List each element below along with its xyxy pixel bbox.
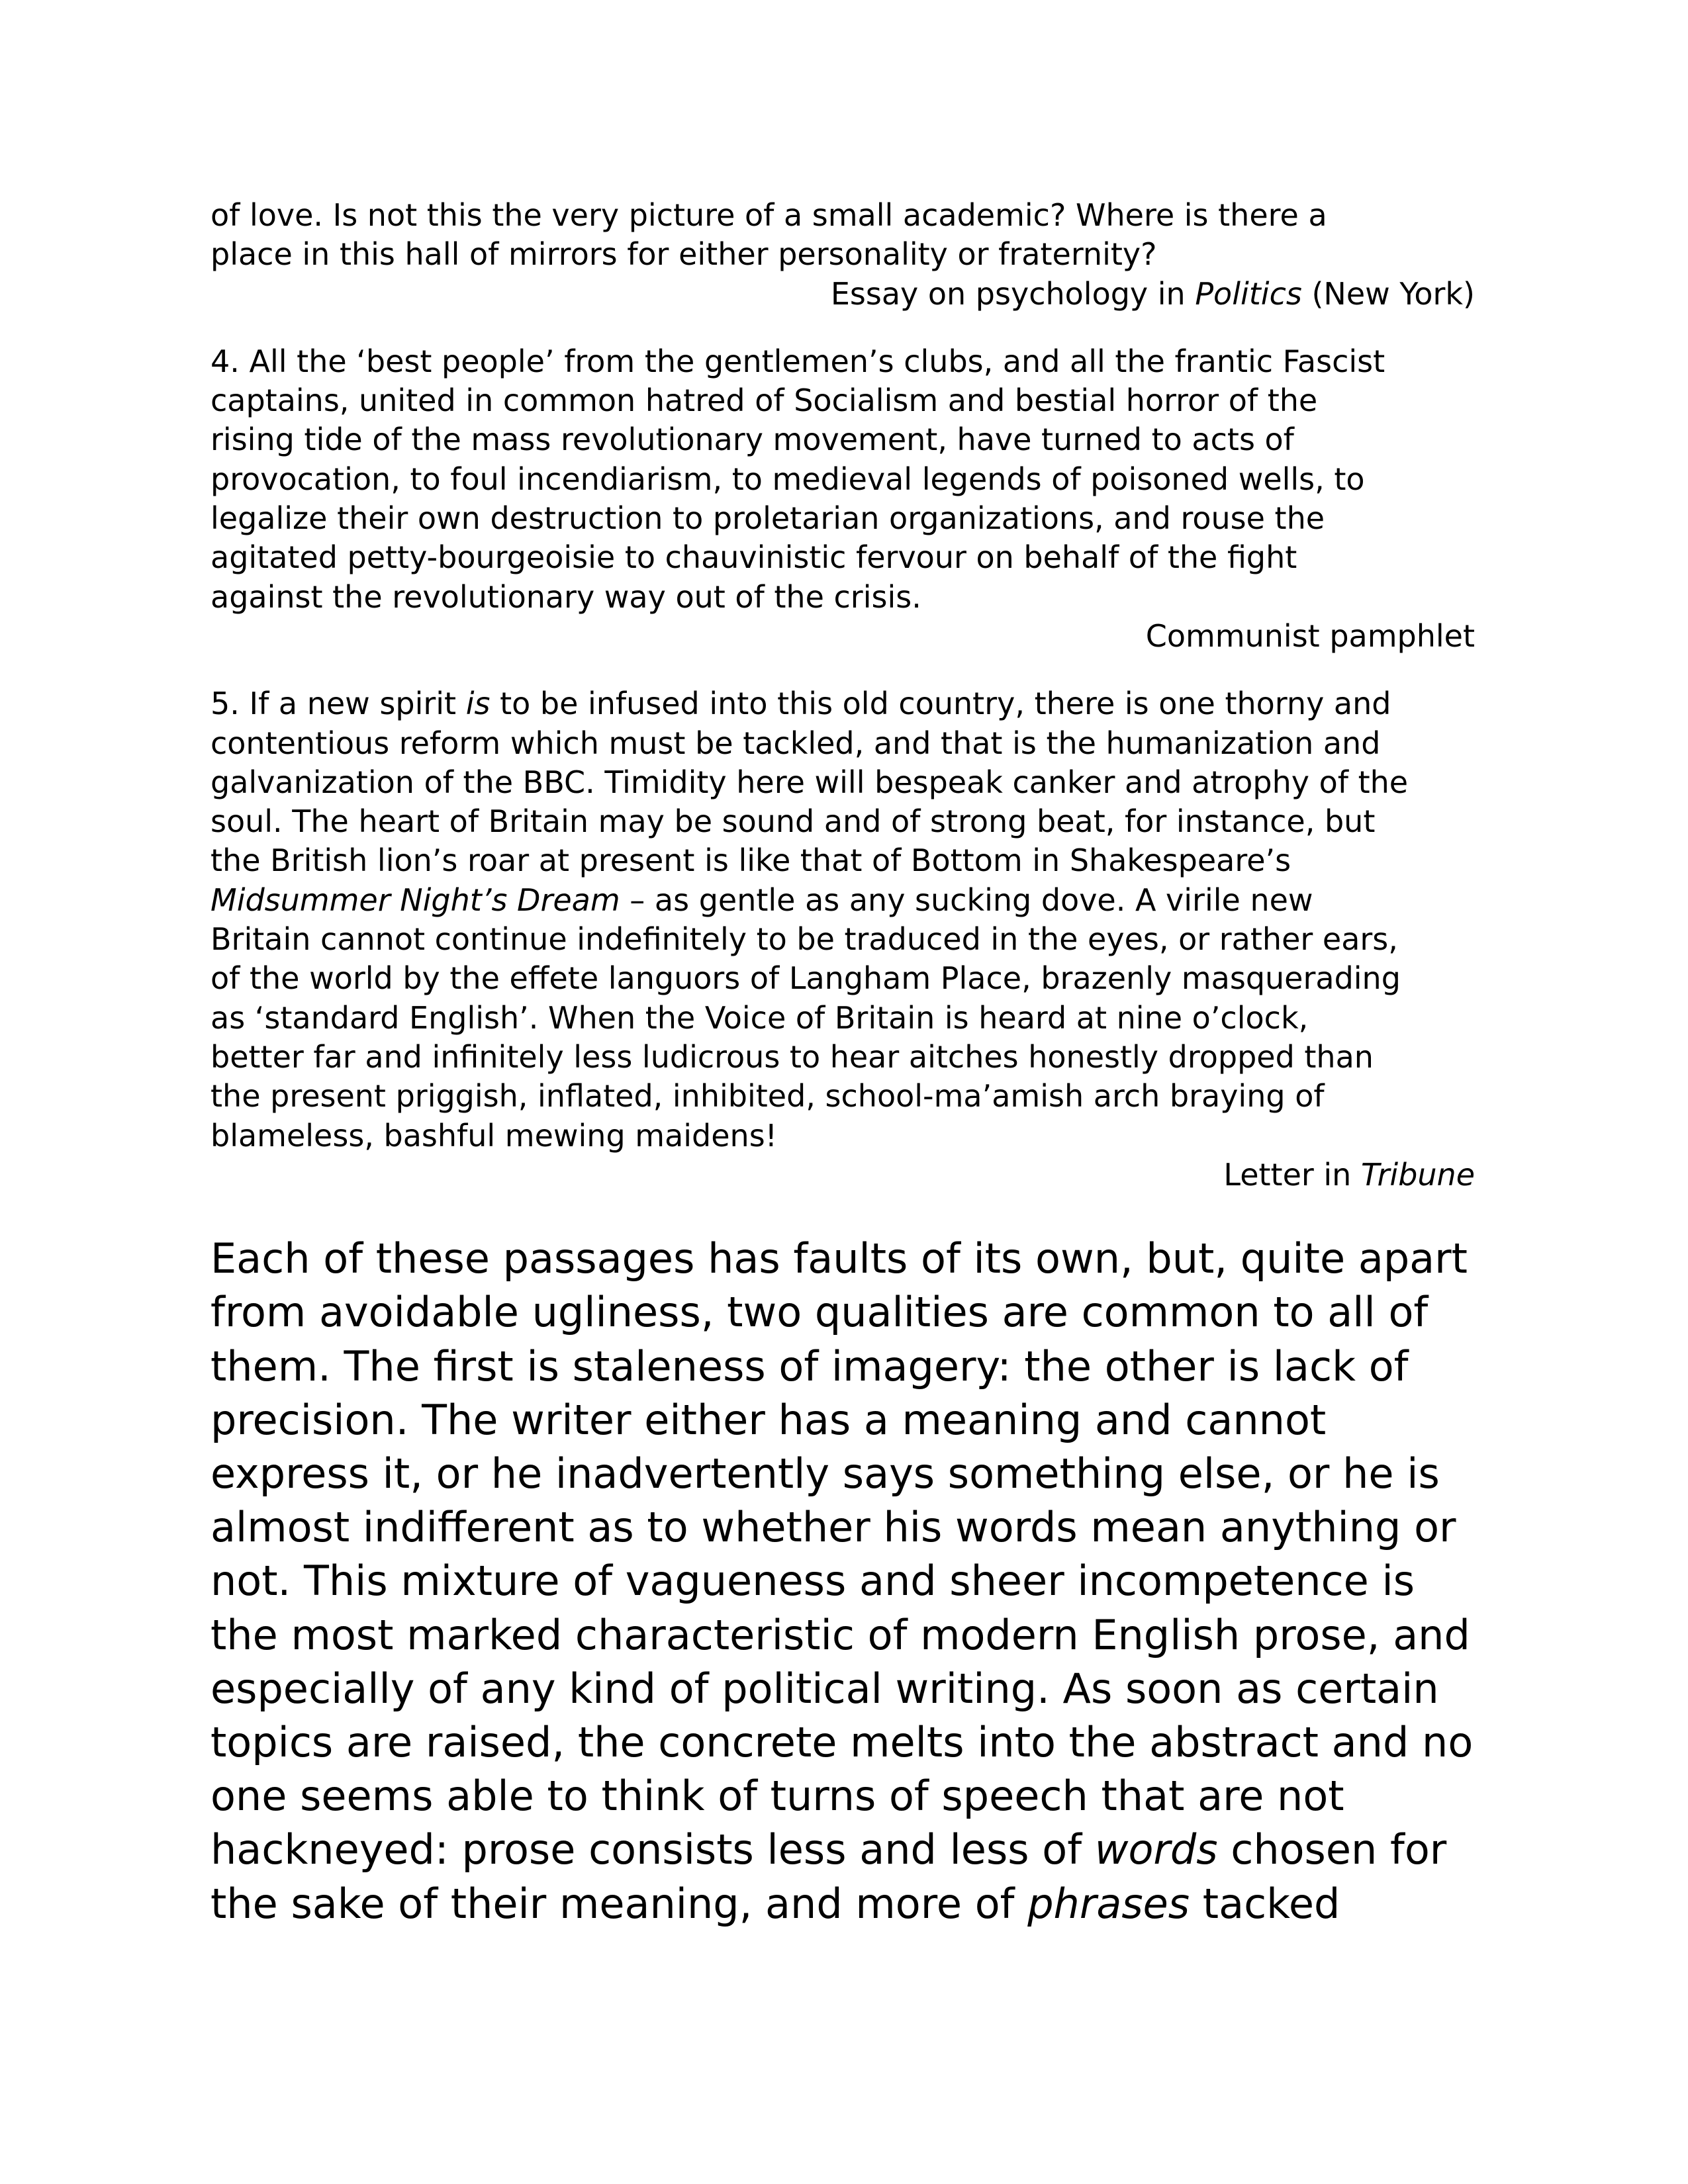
passage-line: blameless, bashful mewing maidens! xyxy=(211,1117,778,1154)
source-text: (New York) xyxy=(1301,275,1475,312)
body-line: the most marked characteristic of modern English prose, and xyxy=(211,1610,1470,1659)
body-text: hackneyed: prose consists less and less of xyxy=(211,1825,1095,1874)
passage-italic: is xyxy=(465,686,491,722)
passage-line: the British lion’s roar at present is like that of Bottom in Shakespeare’s xyxy=(211,842,1291,879)
body-italic: words xyxy=(1094,1825,1218,1874)
passage-line xyxy=(211,881,1475,920)
passage-line: contentious reform which must be tackled, and that is the humanization and xyxy=(211,725,1381,761)
body-line: from avoidable ugliness, two qualities are common to all of xyxy=(211,1288,1429,1337)
quoted-passage-3 xyxy=(211,196,1475,314)
passage-line: captains, united in common hatred of Socialism and bestial horror of the xyxy=(211,383,1318,419)
body-line xyxy=(211,1877,1475,1931)
passage-source xyxy=(211,275,1475,314)
passage-line: the present priggish, inflated, inhibited, school-ma’amish arch braying of xyxy=(211,1078,1325,1115)
passage-line: agitated petty-bourgeoisie to chauvinistic fervour on behalf of the fight xyxy=(211,539,1297,576)
body-line: not. This mixture of vagueness and sheer incompetence is xyxy=(211,1557,1415,1606)
passage-line: galvanization of the BBC. Timidity here will bespeak canker and atrophy of the xyxy=(211,764,1409,800)
body-paragraph xyxy=(211,1232,1475,1931)
passage-line: soul. The heart of Britain may be sound and of strong beat, for instance, but xyxy=(211,803,1376,840)
passage-line: 4. All the ‘best people’ from the gentlemen’s clubs, and all the frantic Fascist xyxy=(211,343,1385,379)
source-italic: Politics xyxy=(1195,275,1302,312)
source-text: Letter in xyxy=(1223,1156,1361,1193)
passage-text: to be infused into this old country, there is one thorny and xyxy=(490,686,1391,722)
body-text: the sake of their meaning, and more of xyxy=(211,1879,1028,1928)
passage-source: Communist pamphlet xyxy=(1145,617,1475,654)
body-line: almost indifferent as to whether his words mean anything or xyxy=(211,1503,1456,1552)
body-line: one seems able to think of turns of speech that are not xyxy=(211,1772,1344,1821)
body-line: express it, or he inadvertently says something else, or he is xyxy=(211,1449,1440,1498)
body-line: precision. The writer either has a meaning and cannot xyxy=(211,1395,1327,1444)
source-text: Essay on psychology in xyxy=(830,275,1196,312)
body-text: chosen for xyxy=(1217,1825,1447,1874)
passage-line xyxy=(211,684,1475,723)
quoted-passage-5 xyxy=(211,684,1475,1195)
passage-line: place in this hall of mirrors for either personality or fraternity? xyxy=(211,236,1157,273)
body-line: especially of any kind of political writing. As soon as certain xyxy=(211,1664,1439,1713)
body-line: them. The first is staleness of imagery: the other is lack of xyxy=(211,1342,1409,1390)
passage-line: against the revolutionary way out of the crisis. xyxy=(211,578,921,615)
passage-line: legalize their own destruction to proletarian organizations, and rouse the xyxy=(211,500,1325,537)
passage-text: – as gentle as any sucking dove. A virile new xyxy=(620,882,1313,918)
passage-text: 5. If a new spirit xyxy=(211,686,466,722)
passage-line: Britain cannot continue indefinitely to be traduced in the eyes, or rather ears, xyxy=(211,921,1398,958)
passage-italic: Midsummer Night’s Dream xyxy=(211,882,620,918)
passage-line: of love. Is not this the very picture of a small academic? Where is there a xyxy=(211,197,1327,233)
body-line xyxy=(211,1823,1475,1876)
passage-source xyxy=(211,1156,1475,1195)
passage-line: rising tide of the mass revolutionary movement, have turned to acts of xyxy=(211,422,1294,458)
body-line: Each of these passages has faults of its own, but, quite apart xyxy=(211,1234,1468,1283)
body-italic: phrases xyxy=(1027,1879,1190,1928)
document-page xyxy=(211,196,1475,1931)
body-line: topics are raised, the concrete melts into the abstract and no xyxy=(211,1717,1474,1766)
body-text: tacked xyxy=(1190,1879,1340,1928)
passage-line: of the world by the effete languors of Langham Place, brazenly masquerading xyxy=(211,960,1401,997)
passage-line: as ‘standard English’. When the Voice of Britain is heard at nine o’clock, xyxy=(211,999,1309,1036)
passage-line: provocation, to foul incendiarism, to medieval legends of poisoned wells, to xyxy=(211,461,1365,497)
quoted-passage-4 xyxy=(211,342,1475,656)
passage-line: better far and infinitely less ludicrous to hear aitches honestly dropped than xyxy=(211,1038,1374,1075)
source-italic: Tribune xyxy=(1360,1156,1475,1193)
